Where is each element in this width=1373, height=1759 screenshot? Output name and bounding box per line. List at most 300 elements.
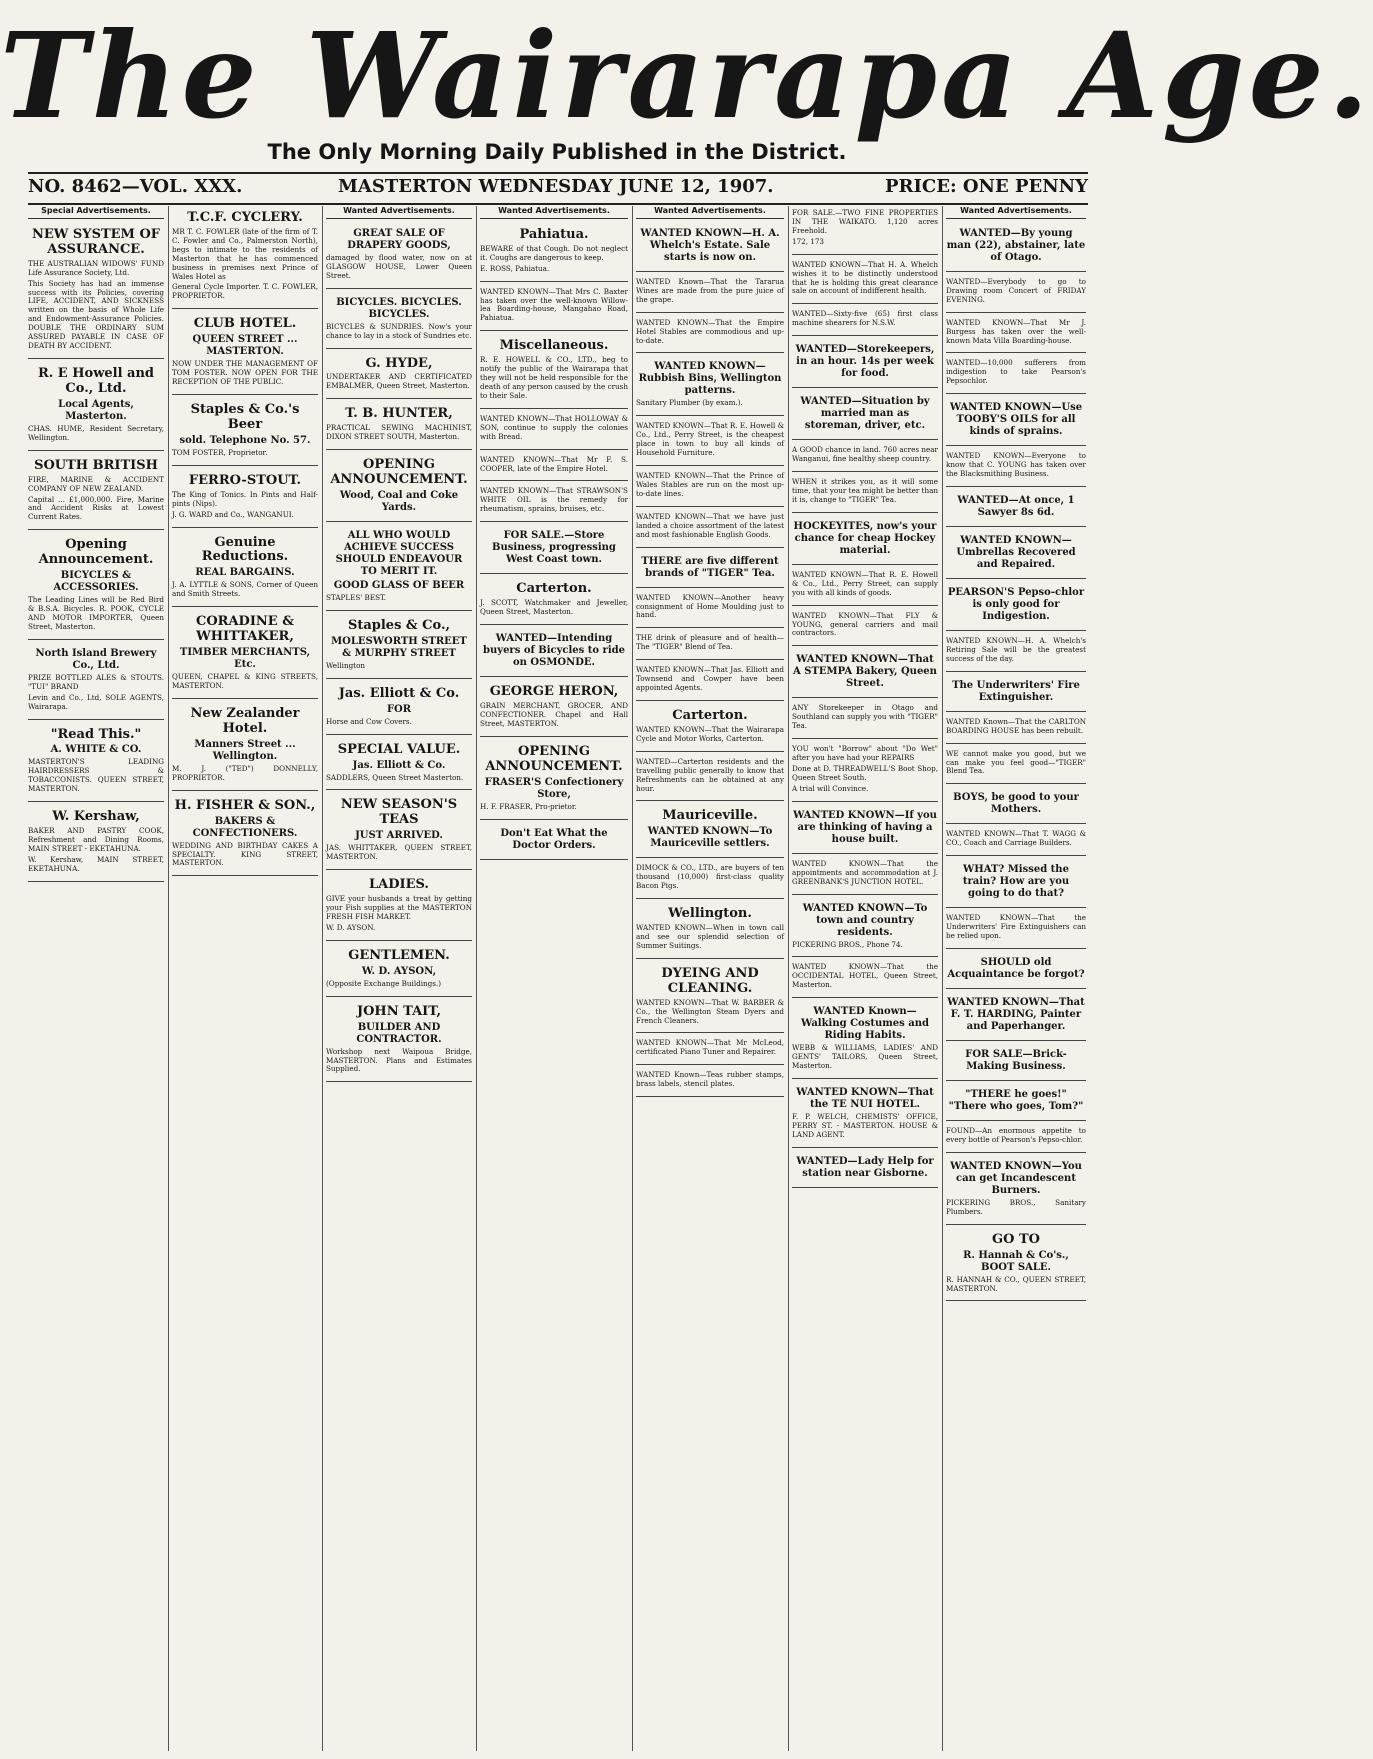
ad-heading: "THERE he goes!" "There who goes, Tom?" [948,1088,1084,1112]
advertisement [636,591,784,629]
ad-body: CHAS. HUME, Resident Secretary, Wellington. [28,423,164,442]
column-3 [326,206,472,1751]
ad-heading: WANTED KNOWN—That R. E. Howell & Co., Ltd., Perry Street, can supply you with all kinds of goods. [792,569,938,597]
ad-heading: The Underwriters' Fire Extinguisher. [952,679,1080,703]
ad-body: SADDLERS, Queen Street Masterton. [326,772,464,782]
advertisement [792,609,938,647]
ad-heading: WANTED KNOWN—That A STEMPA Bakery, Queen Street. [793,654,937,690]
ad-heading: Genuine Reductions. [201,534,289,565]
advertisement [636,962,784,1034]
ad-heading: WANTED KNOWN—That FLY & YOUNG, general carriers and mail contractors. [792,610,938,638]
ad-heading: H. FISHER & SON., [174,797,316,813]
ad-subheading: WANTED KNOWN—That W. BARBER & Co., the Wellington Steam Dyers and French Cleaners. [636,997,784,1025]
ad-heading: WANTED KNOWN—That H. A. Whelch wishes it to be distinctly understood that he is holding this great clearance sale on account of indifferent health. [792,259,938,296]
advertisement [480,412,628,450]
advertisement [636,704,784,752]
column-rule [476,206,477,1751]
ad-subheading: WANTED KNOWN—To Mauriceville settlers. [647,826,773,850]
ad-subheading: Manners Street ... Wellington. [194,738,296,762]
advertisement [28,723,164,803]
column-7 [946,206,1086,1751]
advertisement [326,793,472,870]
ad-body: Wellington [326,660,366,670]
advertisement [480,823,628,860]
ad-heading: WANTED KNOWN—H. A. Whelch's Estate. Sale starts is now on. [640,227,780,263]
advertisement [326,525,472,611]
ad-heading: WANTED KNOWN—That the appointments and accommodation at J. GREENBANK'S JUNCTION HOTEL. [792,858,938,886]
ad-heading: G. HYDE, [365,355,433,371]
ad-heading: WANTED Known—Walking Costumes and Riding Habits. [800,1006,930,1042]
ad-subheading: BUILDER AND CONTRACTOR. [356,1021,442,1045]
ad-heading: WHAT? Missed the train? How are you going to do that? [962,864,1070,900]
advertisement [946,911,1086,949]
advertisement [946,787,1086,824]
advertisement [326,614,472,679]
advertisement [636,1036,784,1065]
advertisement [28,533,164,640]
ad-heading: New Zealander Hotel. [190,705,300,736]
advertisement [946,859,1086,908]
ad-body: J. A. LYTTLE & SONS, Corner of Queen and Smith Streets. [172,580,318,599]
advertisement [28,805,164,882]
ad-heading: WANTED KNOWN—You can get Incandescent Burners. [950,1160,1082,1196]
advertisement [326,873,472,941]
ad-body: 172, 173 [792,236,825,246]
ad-heading: WE cannot make you good, but we can make you feel good—"TIGER" Blend Tea. [946,748,1086,776]
ad-heading: North Island Brewery Co., Ltd. [35,647,157,671]
advertisement [792,857,938,895]
ad-subheading: MR T. C. FOWLER (late of the firm of T. C. Fowler and Co., Palmerston North), begs to intimate to the residents of Masterton that he has commenced business in premises next Prince of Wales Hotel as [172,226,318,281]
ad-subheading: BEWARE of that Cough. Do not neglect it. Coughs are dangerous to keep. [480,243,628,262]
advertisement [636,861,784,899]
advertisement [636,356,784,416]
advertisement [326,402,472,450]
ad-heading: JOHN TAIT, [356,1003,442,1019]
newspaper-title: The Wairarapa Age. [0,6,1373,145]
ad-heading: WANTED Known—That the Tararua Wines are made from the pure juice of the grape. [636,276,784,304]
ad-heading: WANTED KNOWN—That Jas. Elliott and Townsend and Cowper have been appointed Agents. [636,665,784,693]
ad-body: The Leading Lines will be Red Bird & B.S.A. Bicycles. R. POOK, CYCLE AND MOTOR IMPORTER, Queen Street, Masterton. [28,595,164,631]
ad-heading: "Read This." [50,726,142,742]
column-header: Special Advertisements. [28,206,164,219]
advertisement [946,827,1086,856]
ad-heading: WANTED KNOWN—Another heavy consignment of Home Moulding just to hand. [636,592,784,620]
ad-heading: WANTED KNOWN—Everyone to know that C. YOUNG has taken over the Blacksmithing Business. [946,451,1086,479]
ad-body: E. ROSS, Pahiatua. [480,263,550,273]
advertisement [636,551,784,588]
ad-heading: T.C.F. CYCLERY. [187,210,303,225]
masthead-rule-bottom [28,203,1088,205]
advertisement [946,530,1086,579]
ad-heading: FOR SALE—Brick-Making Business. [965,1048,1067,1072]
advertisement [326,453,472,522]
column-6 [792,206,938,1751]
ad-heading: WANTED—Everybody to go to Drawing room Concert of FRIDAY EVENING. [946,276,1086,304]
ad-subheading: THE AUSTRALIAN WIDOWS' FUND Life Assurance Society, Ltd. [28,258,164,277]
ad-heading: WANTED KNOWN—That Mr J. Burgess has taken over the well-known Mata Villa Boarding-house. [946,317,1086,345]
ad-heading: DIMOCK & CO., LTD., are buyers of ten thousand (10,000) first-class quality Bacon Pigs. [636,863,784,891]
ad-subheading: TIMBER MERCHANTS, Etc. [179,647,311,671]
ad-heading: SOUTH BRITISH [34,457,158,473]
advertisement [480,453,628,482]
ad-heading: A GOOD chance in land. 760 acres near Wanganui, fine healthy sheep country. [792,445,938,464]
ad-heading: NEW SYSTEM OF ASSURANCE. [31,226,161,257]
column-5 [636,206,784,1751]
ad-heading: WANTED Known—That the CARLTON BOARDING HOUSE has been rebuilt. [946,716,1086,735]
advertisement [636,223,784,272]
advertisement [636,663,784,701]
ad-body: Capital ... £1,000,000. Fire, Marine and Accident Risks at Lowest Current Rates. [28,494,164,522]
ad-subheading: W. D. AYSON, [361,965,437,977]
ad-subheading: GIVE your husbands a treat by getting your Fish supplies at the MASTERTON FRESH FISH MARKET. [326,894,472,921]
advertisement [28,362,164,451]
ad-heading: FOR SALE.—TWO FINE PROPERTIES IN THE WAIKATO. 1,120 acres Freehold. [792,208,938,235]
issue-price: PRICE: ONE PENNY [884,176,1088,197]
advertisement [946,634,1086,672]
advertisement [792,1001,938,1079]
ad-heading: WANTED—Situation by married man as storeman, driver, etc. [800,396,930,432]
column-rule [322,206,323,1751]
masthead-rule-top [28,172,1088,174]
advertisement [946,316,1086,354]
advertisement [172,794,318,877]
ad-heading: WANTED—Storekeepers, in an hour. 14s per week for food. [795,344,935,380]
advertisement [792,742,938,802]
advertisement [946,490,1086,527]
ad-subheading: Done at D. THREADWELL'S Boot Shop, Queen Street South. [792,763,938,782]
ad-heading: SHOULD old Acquaintance be forgot? [947,956,1085,980]
ad-heading: Jas. Elliott & Co. [338,685,460,701]
ad-heading: WANTED KNOWN—That T. WAGG & CO., Coach and Carriage Builders. [946,829,1086,848]
ad-heading: PEARSON'S Pepso-chlor is only good for Indigestion. [947,586,1085,622]
advertisement [172,531,318,608]
ad-heading: YOU won't "Borrow" about "Do Wet" after you have had your REPAIRS [792,744,938,763]
advertisement [946,1228,1086,1302]
advertisement [792,443,938,472]
advertisement [946,223,1086,272]
ad-heading: Opening Announcement. [38,537,154,568]
ad-heading: CORADINE & WHITTAKER, [196,614,294,645]
advertisement [946,1044,1086,1081]
ad-heading: WANTED KNOWN—Rubbish Bins, Wellington patterns. [638,361,782,397]
column-1 [28,206,164,1751]
ad-heading: WANTED Known—Teas rubber stamps, brass labels, stencil plates. [636,1070,784,1089]
ad-heading: Miscellaneous. [499,338,609,354]
advertisement [326,292,472,349]
ad-heading: WANTED KNOWN—If you are thinking of having a house built. [793,809,937,845]
ad-heading: ANY Storekeeper in Otago and Southland can supply you with "TIGER" Tea. [792,703,938,731]
advertisement [172,206,318,309]
ad-body: M. J. ("TED") DONNELLY, PROPRIETOR. [172,763,318,782]
ad-heading: BOYS, be good to your Mothers. [953,792,1079,816]
ad-heading: WANTED KNOWN—That Mr McLeod, certificated Piano Tuner and Repairer. [636,1038,784,1057]
column-rule [788,206,789,1751]
ad-heading: WANTED KNOWN—That the Empire Hotel Stables are commodious and up-to-date. [636,317,784,345]
advertisement [792,307,938,336]
ad-subheading: The King of Tonics. In Pints and Half-pints (Nips). [172,489,318,508]
advertisement [480,628,628,677]
ad-heading: WANTED KNOWN—To town and country residents. [802,902,928,938]
advertisement [792,898,938,958]
advertisement [792,516,938,565]
ad-body: NOW UNDER THE MANAGEMENT OF TOM FOSTER. NOW OPEN FOR THE RECEPTION OF THE PUBLIC. [172,359,318,387]
column-header: Wanted Advertisements. [636,206,784,219]
advertisement [792,568,938,606]
ad-heading: WANTED—By young man (22), abstainer, late of Otago. [946,227,1086,263]
ad-subheading: BICYCLES & SUNDRIES. Now's your chance to lay in a stock of Sundries etc. [326,321,472,340]
ad-body: STAPLES' BEST. [326,592,387,602]
ad-heading: WANTED KNOWN—H. A. Whelch's Retiring Sale will be the greatest success of the day. [946,635,1086,663]
advertisement [946,356,1086,394]
ad-body: MASTERTON'S LEADING HAIRDRESSERS & TOBACCONISTS. QUEEN STREET, MASTERTON. [28,757,164,794]
advertisement [326,682,472,735]
ad-heading: WANTED KNOWN—That Mr F. S. COOPER, late of the Empire Hotel. [480,454,628,473]
ad-body: This Society has had an immense success with its Policies, covering LIFE, ACCIDENT, AND SICKNESS written on the basis of Whole Life and Endowment-Assurance Policies. DOUBLE THE ORDINARY SUM ASSURED PAYABLE IN CASE OF DEATH BY ACCIDENT. [28,278,164,351]
advertisement [792,805,938,854]
advertisement [326,223,472,289]
ad-heading: Mauriceville. [662,808,758,824]
ad-heading: SPECIAL VALUE. [337,741,461,757]
ad-body: W. Kershaw, MAIN STREET, EKETAHUNA. [28,854,164,873]
advertisement [636,316,784,354]
ad-heading: FERRO-STOUT. [188,472,302,488]
ad-heading: OPENING ANNOUNCEMENT. [485,743,623,774]
ad-subheading: GOOD GLASS OF BEER [333,579,465,591]
ad-heading: WANTED—At once, 1 Sawyer 8s 6d. [957,494,1075,518]
advertisement [480,334,628,409]
ad-body: R. HANNAH & CO., QUEEN STREET, MASTERTON. [946,1274,1086,1293]
ad-heading: Carterton. [672,707,748,723]
ad-heading: WANTED—Carterton residents and the travelling public generally to know that Refreshments can be obtained at any hour. [636,756,784,793]
advertisement [946,397,1086,446]
ad-subheading: BAKER AND PASTRY COOK, Refreshment and Dining Rooms, MAIN STREET - EKETAHUNA. [28,826,164,853]
ad-subheading: UNDERTAKER AND CERTIFICATED EMBALMER, Queen Street, Masterton. [326,372,472,391]
advertisement [792,339,938,388]
advertisement [480,484,628,522]
advertisement [946,449,1086,487]
ad-subheading: WANTED KNOWN—When in town call and see our splendid selection of Summer Suitings. [636,923,784,950]
ad-heading: Staples & Co.'s Beer [190,402,300,432]
ad-heading: THERE are five different brands of "TIGER" Tea. [641,555,779,579]
ad-heading: Staples & Co., [347,617,451,633]
ad-body: General Cycle Importer. T. C. FOWLER, PROPRIETOR. [172,282,318,301]
advertisement [792,960,938,998]
advertisement [946,992,1086,1041]
ad-heading: WANTED KNOWN—That the TE NUI HOTEL. [796,1086,934,1110]
ad-heading: WANTED KNOWN—That HOLLOWAY & SON, continue to supply the colonies with Bread. [480,413,628,441]
ad-heading: WANTED KNOWN—That the Prince of Wales Stables are run on the most up-to-date lines. [636,471,784,498]
ad-subheading: damaged by flood water, now on at GLASGOW HOUSE, Lower Queen Street. [326,252,472,280]
ad-heading: WANTED KNOWN—That we have just landed a choice assortment of the latest and most fashionable English Goods. [636,511,784,539]
ad-body: Workshop next Waipoua Bridge, MASTERTON. Plans and Estimates Supplied. [326,1046,472,1074]
ad-heading: WANTED KNOWN—That the Underwriters' Fire Extinguishers can be relied upon. [946,913,1086,941]
ad-heading: WANTED—10,000 sufferers from indigestion to take Pearson's Pepsochlor. [946,358,1086,386]
advertisement [172,702,318,791]
ad-heading: WANTED KNOWN—Use TOOBY'S OILS for all kinds of sprains. [949,402,1083,438]
ad-body: (Opposite Exchange Buildings.) [326,978,442,988]
ad-heading: W. Kershaw, [52,809,140,825]
advertisement [636,902,784,959]
ad-subheading: FOR [386,703,412,715]
ad-heading: WANTED—Lady Help for station near Gisborne. [796,1155,934,1179]
advertisement [636,1068,784,1097]
ad-body: Horse and Cow Covers. [326,716,412,726]
advertisement [480,680,628,737]
ad-subheading: FIRE, MARINE & ACCIDENT COMPANY OF NEW ZEALAND. [28,474,164,493]
ad-subheading: MOLESWORTH STREET & MURPHY STREET [331,635,467,659]
ad-subheading: A. WHITE & CO. [50,744,142,756]
ad-subheading: Wood, Coal and Coke Yards. [339,489,459,513]
advertisement [172,610,318,699]
column-2 [172,206,318,1751]
ad-subheading: FRASER'S Confectionery Store, [484,776,624,800]
ad-subheading: sold. Telephone No. 57. [179,434,311,446]
ad-heading: THE drink of pleasure and of health—The "TIGER" Blend of Tea. [636,633,784,652]
ad-heading: NEW SEASON'S TEAS [340,797,458,828]
ad-subheading: PRIZE BOTTLED ALES & STOUTS. "TUI" BRAND [28,672,164,691]
advertisement [172,398,318,466]
ad-heading: WHEN it strikes you, as it will some time, that your tea might be better than it is, change to "TIGER" Tea. [792,477,938,504]
advertisement [792,258,938,305]
ad-subheading: BICYCLES & ACCESSORIES. [53,570,139,594]
ad-heading: WANTED KNOWN—That F. T. HARDING, Painter and Paperhanger. [947,996,1085,1032]
advertisement [636,469,784,507]
masthead [0,0,1373,197]
column-rule [168,206,169,1751]
advertisement [172,469,318,528]
ad-body: Sanitary Plumber (by exam.). [636,398,743,408]
ad-body: Levin and Co., Ltd, SOLE AGENTS, Wairarapa. [28,692,164,711]
ad-subheading: BAKERS & CONFECTIONERS. [192,815,298,839]
dateline [28,176,1088,202]
ad-subheading: F. P. WELCH, CHEMISTS' OFFICE, PERRY ST. - MASTERTON. HOUSE & LAND AGENT. [792,1111,938,1139]
ad-heading: R. E Howell and Co., Ltd. [37,366,155,396]
advertisement [28,454,164,531]
ad-heading: CLUB HOTEL. [193,316,297,332]
ad-subheading: R. Hannah & Co's., BOOT SALE. [963,1249,1069,1273]
ad-heading: OPENING ANNOUNCEMENT. [330,457,468,488]
ad-heading: WANTED KNOWN—That Mrs C. Baxter has taken over the well-known Willow-lea Boarding-house, Mangahao Road, Pahiatua. [480,286,628,323]
advertisement [480,740,628,820]
advertisement [480,577,628,625]
ad-heading: ALL WHO WOULD ACHIEVE SUCCESS SHOULD ENDEAVOUR TO MERIT IT. [335,529,463,577]
ad-subheading: R. E. HOWELL & CO., LTD., beg to notify the public of the Wairarapa that they will not be held responsible for the death of any person caused by the crush to their Sale. [480,355,628,400]
advertisement [946,1084,1086,1121]
ad-heading: LADIES. [369,877,429,893]
advertisement [946,582,1086,631]
ad-heading: WANTED KNOWN—That R. E. Howell & Co., Ltd., Perry Street, is the cheapest place in town to buy all kinds of Household Furniture. [636,421,784,458]
issue-number: NO. 8462—VOL. XXX. [28,176,243,197]
advertisement [792,649,938,698]
ad-heading: GO TO [992,1231,1040,1247]
advertisement [326,944,472,997]
ad-body: WEDDING AND BIRTHDAY CAKES A SPECIALTY. KING STREET, MASTERTON. [172,840,318,868]
advertisement [792,475,938,513]
ad-body: QUEEN, CHAPEL & KING STREETS, MASTERTON. [172,672,318,691]
ad-heading: GEORGE HERON, [489,684,619,699]
column-header: Wanted Advertisements. [946,206,1086,219]
column-rule [632,206,633,1751]
newspaper-subtitle: The Only Morning Daily Published in the District. [267,140,847,164]
ad-heading: WANTED—Sixty-five (65) first class machine shearers for N.S.W. [792,309,938,328]
ad-body: PICKERING BROS., Phone 74. [792,939,903,949]
advertisement [636,419,784,466]
ad-subheading: JUST ARRIVED. [355,830,443,842]
ad-subheading: GRAIN MERCHANT, GROCER, AND CONFECTIONER. Chapel and Hall Street, MASTERTON. [480,700,628,728]
ad-subheading: WANTED KNOWN—That the Wairarapa Cycle and Motor Works, Carterton. [636,724,784,743]
advertisement [636,631,784,660]
ad-body: A trial will Convince. [792,783,869,793]
ad-body: J. G. WARD and Co., WANGANUI. [172,509,294,519]
ad-heading: WANTED KNOWN—That STRAWSON'S WHITE OIL is the remedy for rheumatism, sprains, bruises, etc. [480,486,628,514]
advertisement [946,747,1086,785]
ad-heading: WANTED—Intending buyers of Bicycles to ride on OSMONDE. [483,633,625,668]
ad-heading: WANTED KNOWN—That the OCCIDENTAL HOTEL, Queen Street, Masterton. [792,962,938,990]
ad-body: JAS. WHITTAKER, QUEEN STREET, MASTERTON. [326,843,472,862]
column-rule [942,206,943,1751]
ad-heading: Wellington. [668,906,752,922]
advertisement [792,1151,938,1188]
ad-subheading: Local Agents, Masterton. [58,398,134,422]
ad-heading: HOCKEYITES, now's your chance for cheap Hockey material. [793,520,937,556]
ad-heading: DYEING AND CLEANING. [661,965,759,996]
ad-heading: Carterton. [516,581,592,597]
advertisement [946,715,1086,744]
ad-body: H. F. FRASER, Pro-prietor. [480,801,577,811]
ad-heading: GENTLEMEN. [348,947,450,963]
advertisement [636,275,784,313]
advertisement [480,223,628,282]
advertisement [792,701,938,739]
ad-body: WEBB & WILLIAMS, LADIES' AND GENTS' TAILORS, Queen Street, Masterton. [792,1043,938,1071]
ad-heading: BICYCLES. BICYCLES. BICYCLES. [336,296,462,320]
advertisement [636,510,784,548]
ad-body: W. D. AYSON. [326,922,376,932]
ad-heading: T. B. HUNTER, [345,406,453,422]
ad-body: TOM FOSTER, Proprietor. [172,447,268,457]
ad-subheading: REAL BARGAINS. [195,567,295,579]
ad-subheading: QUEEN STREET ... MASTERTON. [192,334,298,358]
advertisement [946,1156,1086,1225]
advertisement [792,1082,938,1148]
ad-heading: FOR SALE.—Store Business, progressing West Coast town. [492,530,616,566]
advertisement [28,223,164,359]
advertisement [946,275,1086,313]
advertisement [172,312,318,395]
ad-heading: GREAT SALE OF DRAPERY GOODS, [347,227,451,251]
advertisement [326,738,472,791]
advertisement [636,804,784,858]
ad-heading: FOUND—An enormous appetite to every bottle of Pearson's Pepso-chlor. [946,1125,1086,1144]
advertisement [480,525,628,574]
ad-heading: Don't Eat What the Doctor Orders. [500,827,608,851]
column-4 [480,206,628,1751]
ad-subheading: Jas. Elliott & Co. [352,759,446,771]
advertisement [946,952,1086,989]
advertisement [946,1124,1086,1153]
ad-subheading: PRACTICAL SEWING MACHINIST, DIXON STREET SOUTH, Masterton. [326,423,472,442]
advertisement [326,352,472,400]
ad-heading: Pahiatua. [519,226,589,242]
advertisement [28,643,164,720]
advertisement [636,755,784,802]
issue-date: MASTERTON WEDNESDAY JUNE 12, 1907. [338,176,774,197]
column-header: Wanted Advertisements. [480,206,628,219]
ad-heading: WANTED KNOWN—Umbrellas Recovered and Repaired. [956,534,1076,570]
advertisement [792,391,938,440]
ad-subheading: J. SCOTT, Watchmaker and Jeweller, Queen Street, Masterton. [480,598,628,617]
advertisement [946,675,1086,712]
